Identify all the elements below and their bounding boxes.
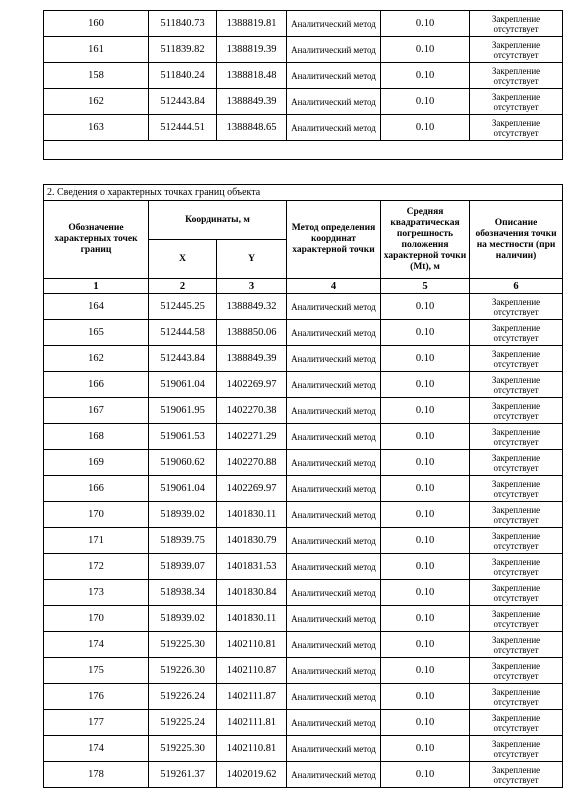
mt-cell: 0.10	[381, 606, 470, 632]
y-coordinate-cell: 1402269.97	[217, 372, 287, 398]
table-row	[44, 606, 563, 632]
method-cell: Аналитический метод	[287, 89, 381, 115]
y-coordinate-cell: 1388848.65	[217, 115, 287, 141]
table-row	[44, 372, 563, 398]
point-cell: 162	[44, 89, 149, 115]
point-cell: 162	[44, 346, 149, 372]
mt-cell: 0.10	[381, 450, 470, 476]
y-coordinate-cell: 1402110.81	[217, 632, 287, 658]
point-cell: 165	[44, 320, 149, 346]
point-cell: 164	[44, 294, 149, 320]
table-row	[44, 320, 563, 346]
y-coordinate-cell: 1401830.84	[217, 580, 287, 606]
description-cell: Закрепление отсутствует	[470, 762, 563, 788]
description-cell: Закрепление отсутствует	[470, 528, 563, 554]
x-coordinate-cell: 512445.25	[149, 294, 217, 320]
mt-cell: 0.10	[381, 502, 470, 528]
x-coordinate-cell: 519226.30	[149, 658, 217, 684]
mt-cell: 0.10	[381, 528, 470, 554]
point-cell: 160	[44, 11, 149, 37]
description-cell: Закрепление отсутствует	[470, 606, 563, 632]
x-coordinate-cell: 518938.34	[149, 580, 217, 606]
table-row	[44, 658, 563, 684]
method-cell: Аналитический метод	[287, 684, 381, 710]
table-row	[44, 398, 563, 424]
x-coordinate-cell: 519225.30	[149, 736, 217, 762]
description-cell: Закрепление отсутствует	[470, 294, 563, 320]
boundary-points-table	[43, 184, 563, 788]
description-cell: Закрепление отсутствует	[470, 63, 563, 89]
method-cell: Аналитический метод	[287, 450, 381, 476]
method-cell: Аналитический метод	[287, 346, 381, 372]
method-cell: Аналитический метод	[287, 502, 381, 528]
x-coordinate-cell: 511840.73	[149, 11, 217, 37]
x-coordinate-cell: 512443.84	[149, 346, 217, 372]
y-coordinate-cell: 1401830.11	[217, 502, 287, 528]
x-coordinate-cell: 512444.58	[149, 320, 217, 346]
method-cell: Аналитический метод	[287, 710, 381, 736]
y-coordinate-cell: 1402110.81	[217, 736, 287, 762]
mt-cell: 0.10	[381, 89, 470, 115]
column-number: 4	[287, 279, 381, 294]
y-coordinate-cell: 1402111.87	[217, 684, 287, 710]
column-number: 1	[44, 279, 149, 294]
y-coordinate-cell: 1388849.32	[217, 294, 287, 320]
point-cell: 167	[44, 398, 149, 424]
point-cell: 175	[44, 658, 149, 684]
point-cell: 174	[44, 736, 149, 762]
mt-cell: 0.10	[381, 658, 470, 684]
point-cell: 161	[44, 37, 149, 63]
y-coordinate-cell: 1402269.97	[217, 476, 287, 502]
header-description: Описание обозначения точки на местности (при наличии)	[470, 201, 563, 279]
column-number: 5	[381, 279, 470, 294]
x-coordinate-cell: 512443.84	[149, 89, 217, 115]
y-coordinate-cell: 1388819.81	[217, 11, 287, 37]
column-number: 3	[217, 279, 287, 294]
table-row	[44, 736, 563, 762]
mt-cell: 0.10	[381, 554, 470, 580]
x-coordinate-cell: 518939.07	[149, 554, 217, 580]
y-coordinate-cell: 1388819.39	[217, 37, 287, 63]
table-row	[44, 710, 563, 736]
x-coordinate-cell: 519226.24	[149, 684, 217, 710]
x-coordinate-cell: 518939.75	[149, 528, 217, 554]
x-coordinate-cell: 519225.30	[149, 632, 217, 658]
table-row	[44, 632, 563, 658]
y-coordinate-cell: 1401830.11	[217, 606, 287, 632]
point-cell: 168	[44, 424, 149, 450]
table-row	[44, 580, 563, 606]
x-coordinate-cell: 519060.62	[149, 450, 217, 476]
column-number: 2	[149, 279, 217, 294]
method-cell: Аналитический метод	[287, 528, 381, 554]
x-coordinate-cell: 519061.53	[149, 424, 217, 450]
table-row	[44, 37, 563, 63]
y-coordinate-cell: 1402271.29	[217, 424, 287, 450]
description-cell: Закрепление отсутствует	[470, 684, 563, 710]
blank-row	[44, 141, 563, 160]
header-designation: Обозначение характерных точек границ	[44, 201, 149, 279]
mt-cell: 0.10	[381, 424, 470, 450]
table-row	[44, 450, 563, 476]
method-cell: Аналитический метод	[287, 424, 381, 450]
x-coordinate-cell: 519225.24	[149, 710, 217, 736]
x-coordinate-cell: 518939.02	[149, 606, 217, 632]
description-cell: Закрепление отсутствует	[470, 115, 563, 141]
point-cell: 170	[44, 502, 149, 528]
description-cell: Закрепление отсутствует	[470, 398, 563, 424]
header-coordinates: Координаты, м	[149, 201, 287, 240]
mt-cell: 0.10	[381, 294, 470, 320]
method-cell: Аналитический метод	[287, 476, 381, 502]
description-cell: Закрепление отсутствует	[470, 710, 563, 736]
mt-cell: 0.10	[381, 736, 470, 762]
method-cell: Аналитический метод	[287, 554, 381, 580]
mt-cell: 0.10	[381, 632, 470, 658]
description-cell: Закрепление отсутствует	[470, 89, 563, 115]
mt-cell: 0.10	[381, 115, 470, 141]
method-cell: Аналитический метод	[287, 606, 381, 632]
header-y: Y	[217, 240, 287, 279]
method-cell: Аналитический метод	[287, 398, 381, 424]
x-coordinate-cell: 519261.37	[149, 762, 217, 788]
method-cell: Аналитический метод	[287, 320, 381, 346]
section-title: 2. Сведения о характерных точках границ объекта	[44, 185, 563, 201]
description-cell: Закрепление отсутствует	[470, 476, 563, 502]
method-cell: Аналитический метод	[287, 115, 381, 141]
empty-cell	[44, 141, 563, 160]
method-cell: Аналитический метод	[287, 37, 381, 63]
description-cell: Закрепление отсутствует	[470, 736, 563, 762]
table-row	[44, 63, 563, 89]
point-cell: 176	[44, 684, 149, 710]
description-cell: Закрепление отсутствует	[470, 632, 563, 658]
point-cell: 171	[44, 528, 149, 554]
y-coordinate-cell: 1402111.81	[217, 710, 287, 736]
mt-cell: 0.10	[381, 580, 470, 606]
x-coordinate-cell: 518939.02	[149, 502, 217, 528]
y-coordinate-cell: 1388849.39	[217, 346, 287, 372]
point-cell: 170	[44, 606, 149, 632]
y-coordinate-cell: 1401830.79	[217, 528, 287, 554]
point-cell: 174	[44, 632, 149, 658]
table-row	[44, 684, 563, 710]
y-coordinate-cell: 1388818.48	[217, 63, 287, 89]
description-cell: Закрепление отсутствует	[470, 502, 563, 528]
method-cell: Аналитический метод	[287, 580, 381, 606]
description-cell: Закрепление отсутствует	[470, 580, 563, 606]
y-coordinate-cell: 1402019.62	[217, 762, 287, 788]
table-row	[44, 11, 563, 37]
y-coordinate-cell: 1388850.06	[217, 320, 287, 346]
description-cell: Закрепление отсутствует	[470, 658, 563, 684]
mt-cell: 0.10	[381, 398, 470, 424]
table-row	[44, 554, 563, 580]
point-cell: 163	[44, 115, 149, 141]
description-cell: Закрепление отсутствует	[470, 346, 563, 372]
mt-cell: 0.10	[381, 63, 470, 89]
header-mt: Средняя квадратическая погрешность положения характерной точки (Mt), м	[381, 201, 470, 279]
points-table-continued	[43, 10, 563, 160]
point-cell: 166	[44, 372, 149, 398]
point-cell: 169	[44, 450, 149, 476]
point-cell: 172	[44, 554, 149, 580]
table-row	[44, 346, 563, 372]
x-coordinate-cell: 519061.04	[149, 372, 217, 398]
y-coordinate-cell: 1402270.38	[217, 398, 287, 424]
point-cell: 178	[44, 762, 149, 788]
mt-cell: 0.10	[381, 37, 470, 63]
table-row	[44, 424, 563, 450]
table-row	[44, 294, 563, 320]
description-cell: Закрепление отсутствует	[470, 11, 563, 37]
point-cell: 158	[44, 63, 149, 89]
x-coordinate-cell: 512444.51	[149, 115, 217, 141]
point-cell: 177	[44, 710, 149, 736]
mt-cell: 0.10	[381, 372, 470, 398]
table-row	[44, 89, 563, 115]
y-coordinate-cell: 1401831.53	[217, 554, 287, 580]
mt-cell: 0.10	[381, 320, 470, 346]
description-cell: Закрепление отсутствует	[470, 372, 563, 398]
method-cell: Аналитический метод	[287, 11, 381, 37]
method-cell: Аналитический метод	[287, 63, 381, 89]
y-coordinate-cell: 1388849.39	[217, 89, 287, 115]
x-coordinate-cell: 511840.24	[149, 63, 217, 89]
point-cell: 173	[44, 580, 149, 606]
mt-cell: 0.10	[381, 346, 470, 372]
mt-cell: 0.10	[381, 11, 470, 37]
description-cell: Закрепление отсутствует	[470, 424, 563, 450]
description-cell: Закрепление отсутствует	[470, 37, 563, 63]
x-coordinate-cell: 519061.04	[149, 476, 217, 502]
column-number: 6	[470, 279, 563, 294]
table-row	[44, 762, 563, 788]
method-cell: Аналитический метод	[287, 632, 381, 658]
mt-cell: 0.10	[381, 762, 470, 788]
method-cell: Аналитический метод	[287, 658, 381, 684]
method-cell: Аналитический метод	[287, 372, 381, 398]
mt-cell: 0.10	[381, 476, 470, 502]
table-row	[44, 115, 563, 141]
table-row	[44, 476, 563, 502]
table-row	[44, 528, 563, 554]
y-coordinate-cell: 1402270.88	[217, 450, 287, 476]
method-cell: Аналитический метод	[287, 294, 381, 320]
description-cell: Закрепление отсутствует	[470, 450, 563, 476]
table-row	[44, 502, 563, 528]
header-x: X	[149, 240, 217, 279]
x-coordinate-cell: 519061.95	[149, 398, 217, 424]
y-coordinate-cell: 1402110.87	[217, 658, 287, 684]
method-cell: Аналитический метод	[287, 736, 381, 762]
mt-cell: 0.10	[381, 710, 470, 736]
mt-cell: 0.10	[381, 684, 470, 710]
description-cell: Закрепление отсутствует	[470, 320, 563, 346]
x-coordinate-cell: 511839.82	[149, 37, 217, 63]
header-method: Метод определения координат характерной точки	[287, 201, 381, 279]
description-cell: Закрепление отсутствует	[470, 554, 563, 580]
method-cell: Аналитический метод	[287, 762, 381, 788]
point-cell: 166	[44, 476, 149, 502]
column-numbers-row	[44, 279, 563, 294]
